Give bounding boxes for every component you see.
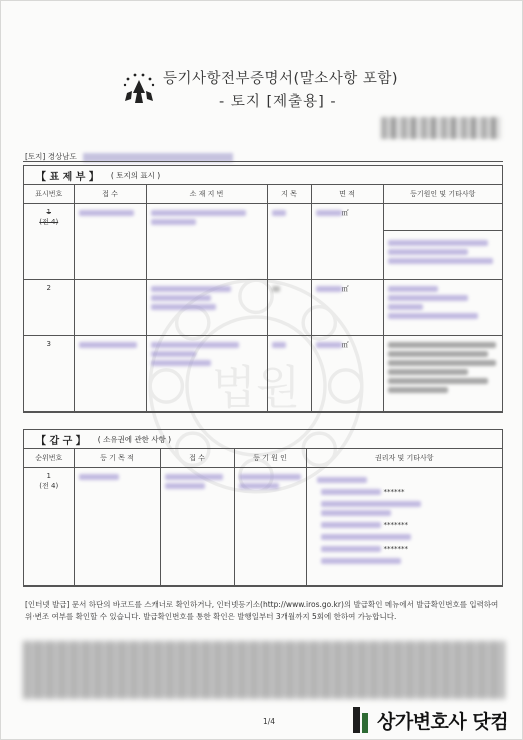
gapgu-section-table [24, 449, 502, 586]
title-section-table [24, 185, 502, 415]
gapgu-section [23, 429, 503, 587]
redacted-document-id [381, 117, 501, 139]
document-subtitle: - 토지 [제출용] - [219, 94, 337, 110]
masked-id: ****** [383, 487, 405, 496]
row-number: 1 (전 4) [24, 203, 74, 279]
redacted-cell [146, 279, 267, 335]
redacted-cell [74, 203, 146, 279]
area-unit: ㎡ [341, 208, 349, 217]
table-row [24, 279, 502, 335]
title-section [23, 165, 503, 413]
divider [23, 161, 503, 162]
area-cell [311, 335, 383, 411]
redacted-cell [146, 335, 267, 411]
redacted-cell [383, 203, 502, 279]
table-row [24, 335, 502, 411]
brand-watermark [353, 706, 508, 734]
column-header: 표시번호 [24, 185, 74, 203]
title-section-subheading: ( 토지의 표시 ) [110, 170, 161, 180]
redacted-cell [267, 279, 311, 335]
court-logo-icon [119, 71, 159, 107]
table-row [24, 203, 502, 279]
column-header: 지 목 [267, 185, 311, 203]
masked-id: ******* [383, 520, 408, 529]
column-header: 접 수 [160, 449, 234, 467]
gapgu-section-heading: 【 갑 구 】 [36, 435, 86, 447]
redacted-barcode [23, 641, 505, 699]
watermark-text: 법원 [211, 360, 301, 415]
title-section-header [24, 166, 502, 185]
area-cell [311, 203, 383, 279]
area-unit: ㎡ [341, 340, 349, 349]
column-header: 면 적 [311, 185, 383, 203]
column-header: 등 기 목 적 [74, 449, 160, 467]
table-row [24, 467, 502, 585]
verification-notice: [인터넷 발급] 문서 하단의 바코드를 스캐너로 확인하거나, 인터넷등기소(http://www.iros.go.kr)의 발급확인 메뉴에서 발급확인번호를 입력하여 위·변조 여부를 확인할 수 있습니다. 발급확인번호를 통한 확인은 발행일부터 3개월까지 5회에 한하여 가능합니다. [25, 600, 499, 621]
column-header: 순위번호 [24, 449, 74, 467]
table-header-row [24, 449, 502, 467]
redacted-cell [267, 203, 311, 279]
area-unit: ㎡ [341, 284, 349, 293]
column-header: 등 기 원 인 [234, 449, 306, 467]
column-header: 권리자 및 기타사항 [306, 449, 502, 467]
title-section-heading: 【 표 제 부 】 [36, 171, 99, 183]
row-number: 1 (전 4) [24, 467, 74, 585]
redacted-cell [383, 335, 502, 411]
location-prefix: [토지] 경상남도 [25, 152, 77, 161]
column-header: 소 재 지 번 [146, 185, 267, 203]
redacted-cell [383, 279, 502, 335]
brand-name: 상가변호사 닷컴 [377, 710, 509, 733]
redacted-cell [160, 467, 234, 585]
owner-details-cell [306, 467, 502, 585]
column-header: 접 수 [74, 185, 146, 203]
redacted-cell [146, 203, 267, 279]
redacted-cell [267, 335, 311, 411]
document-title: 등기사항전부증명서(말소사항 포함) [163, 71, 399, 87]
area-cell [311, 279, 383, 335]
gapgu-section-subheading: ( 소유권에 관한 사항 ) [97, 434, 172, 444]
page-number: 1/4 [263, 717, 276, 726]
row-number: 3 [24, 335, 74, 411]
redacted-cell [234, 467, 306, 585]
column-header: 등기원인 및 기타사항 [383, 185, 502, 203]
brand-logo-icon [353, 707, 371, 733]
gapgu-section-header [24, 430, 502, 449]
row-number: 2 [24, 279, 74, 335]
redacted-cell [74, 335, 146, 411]
redacted-cell [74, 467, 160, 585]
masked-id: ******* [383, 544, 408, 553]
table-header-row [24, 185, 502, 203]
